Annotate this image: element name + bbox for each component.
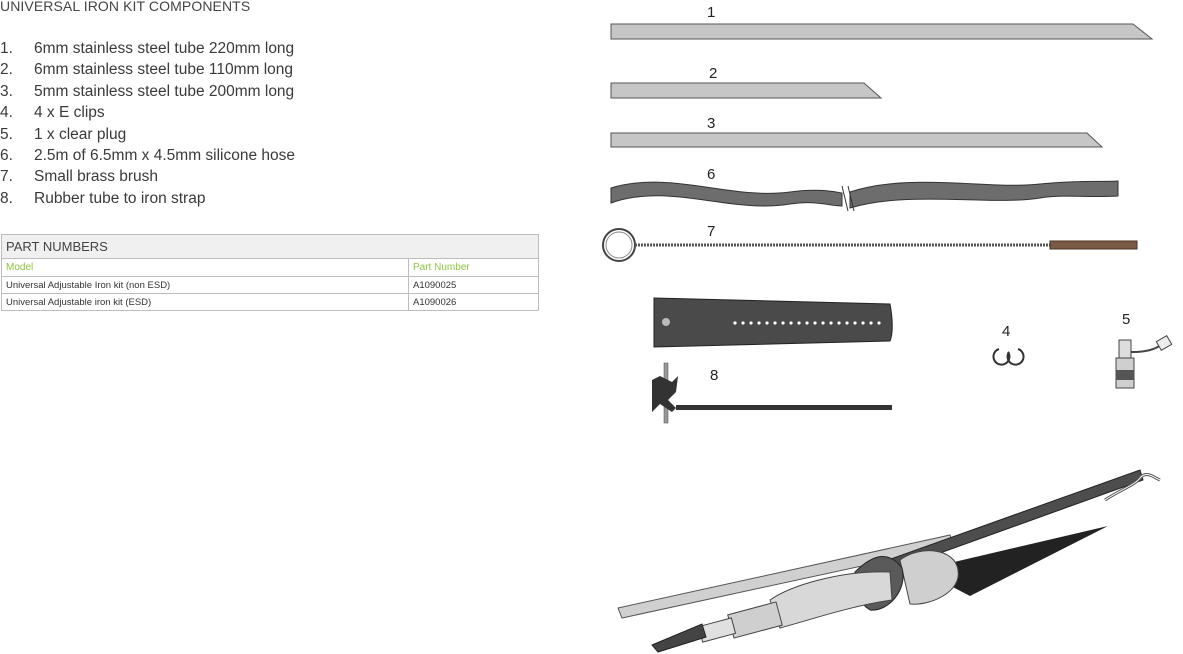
list-item [0,102,295,123]
tube-200mm-illustration [611,133,1102,147]
part-number-cell: A1090026 [409,294,539,311]
list-item [0,166,295,187]
model-cell: Universal Adjustable iron kit (ESD) [2,294,409,311]
tube-220mm-illustration [611,24,1152,39]
item-text: 5mm stainless steel tube 200mm long [34,82,295,100]
column-header-part-number: Part Number [409,259,539,277]
item-text: Small brass brush [34,168,159,186]
clear-plug-illustration [1116,336,1172,388]
item-number: 6. [0,147,13,165]
part-numbers-title: PART NUMBERS [2,235,539,259]
list-item [0,188,295,209]
item-text: 4 x E clips [34,104,105,122]
label-6: 6 [707,166,716,183]
column-header-model: Model [2,259,409,277]
kit-components-drawing [590,0,1183,654]
rubber-strap-illustration [652,298,892,423]
item-text: 2.5m of 6.5mm x 4.5mm silicone hose [34,147,296,165]
label-1: 1 [707,4,716,21]
table-row [2,294,539,311]
silicone-hose-illustration [611,181,1118,211]
list-item [0,124,295,145]
model-cell: Universal Adjustable Iron kit (non ESD) [2,277,409,294]
brass-brush-illustration [603,229,1137,261]
item-text: 6mm stainless steel tube 220mm long [34,40,295,57]
kit-components-heading: UNIVERSAL IRON KIT COMPONENTS [0,0,251,14]
item-text: Rubber tube to iron strap [34,189,206,207]
table-row [2,277,539,294]
list-item [0,81,295,102]
list-item [0,38,295,59]
components-list [0,38,295,209]
list-item [0,59,295,80]
item-number: 2. [0,61,13,79]
label-3: 3 [707,115,716,132]
e-clips-illustration [993,349,1023,365]
item-number: 8. [0,189,13,207]
item-number: 4. [0,104,13,122]
part-numbers-table [1,234,539,311]
part-number-cell: A1090025 [409,277,539,294]
soldering-iron-assembly-illustration [618,470,1160,652]
label-8: 8 [710,367,719,384]
item-number: 7. [0,168,13,186]
list-item [0,145,295,166]
tube-110mm-illustration [611,83,881,98]
label-7: 7 [707,223,716,240]
item-number: 5. [0,125,13,143]
item-number: 3. [0,82,13,100]
label-4: 4 [1002,323,1011,340]
label-2: 2 [709,65,718,82]
label-5: 5 [1122,311,1131,328]
item-text: 1 x clear plug [34,125,127,143]
item-number: 1. [0,40,13,57]
item-text: 6mm stainless steel tube 110mm long [34,61,294,79]
